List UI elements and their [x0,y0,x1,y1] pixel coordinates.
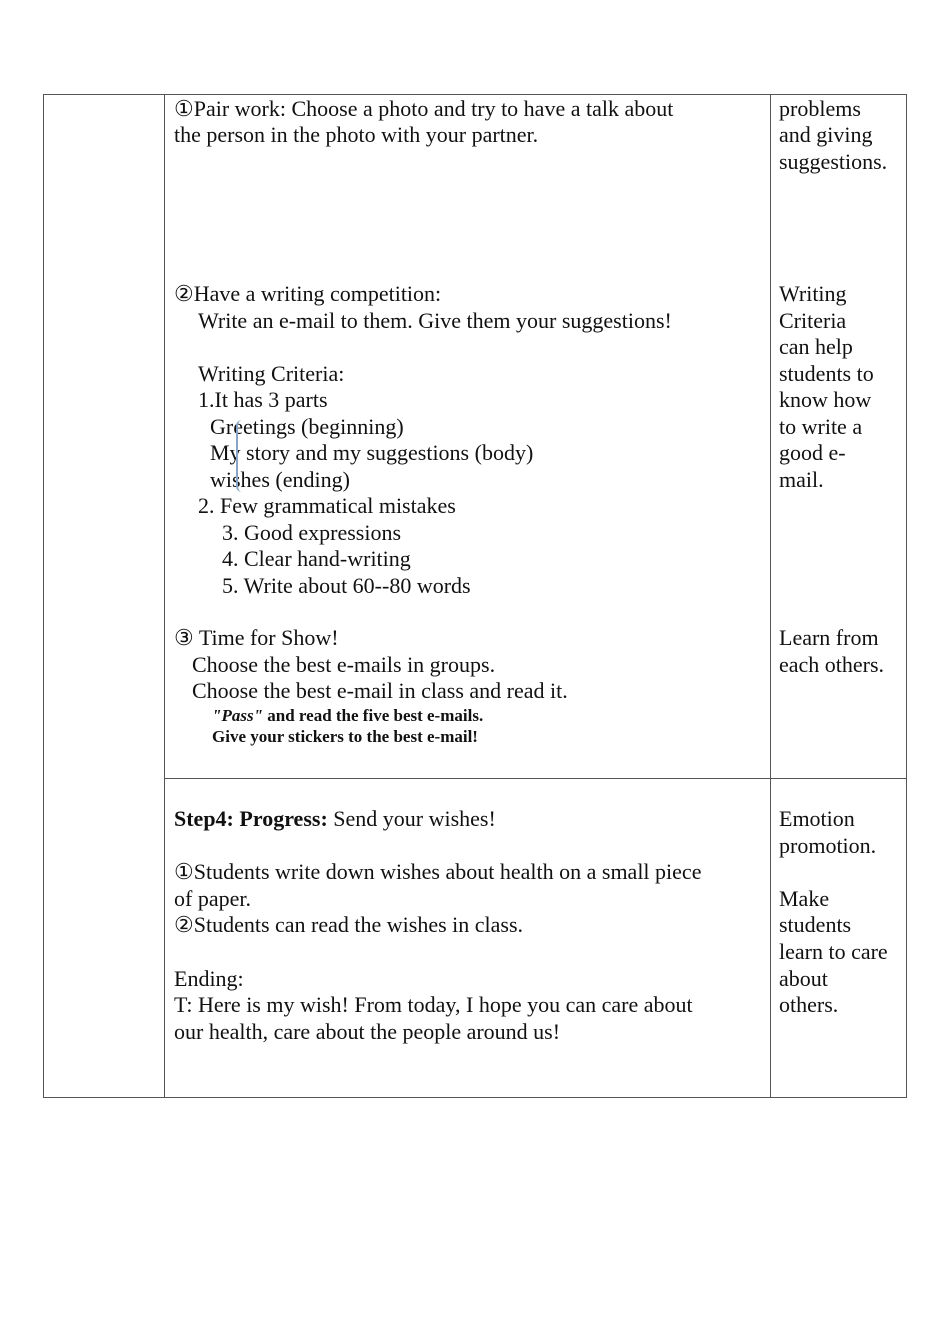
purpose-5-line-2: students [779,912,852,937]
purpose-2-line-2: Criteria [779,308,847,333]
criteria-item-1c: wishes (ending) [210,467,350,492]
competition-line: Write an e-mail to them. Give them your suggestions! [198,308,672,333]
criteria-item-1b: My story and my suggestions (body) [210,440,534,465]
purpose-2-line-7: good e- [779,440,846,465]
criteria-item-4: 4. Clear hand-writing [222,546,411,571]
step4-heading [174,806,496,833]
show-line-1: Choose the best e-mails in groups. [192,652,496,677]
purpose-3-line-2: each others. [779,652,885,677]
pair-work-line: ①Pair work: Choose a photo and try to have a talk about [174,96,674,121]
purpose-1-line-1: problems [779,96,861,121]
step4-label: Step4: Progress: [174,806,328,831]
table-border-left [43,94,44,1098]
purpose-2-line-3: can help [779,334,853,359]
purpose-2-line-4: students to [779,361,874,386]
purpose-2-line-8: mail. [779,467,824,492]
pass-word: "Pass" [212,706,263,725]
purpose-4-line-2: promotion. [779,833,877,858]
purpose-2-line-5: know how [779,387,872,412]
purpose-1-line-3: suggestions. [779,149,888,174]
purpose-2-line-6: to write a [779,414,863,439]
column-divider-2 [770,94,771,1098]
purpose-5-line-3: learn to care [779,939,888,964]
criteria-item-2: 2. Few grammatical mistakes [198,493,456,518]
criteria-title: Writing Criteria: [198,361,345,386]
table-border-top [43,94,907,95]
show-line-2: Choose the best e-mail in class and read it. [192,678,568,703]
teacher-line-1: T: Here is my wish! From today, I hope you can care about [174,992,693,1017]
teacher-line-2: our health, care about the people around us! [174,1019,561,1044]
column-divider-1 [164,94,165,1098]
purpose-3-line-1: Learn from [779,625,879,650]
table-border-bottom [43,1097,907,1098]
step4-item-1: ①Students write down wishes about health on a small piece [174,859,702,884]
show-title: ③ Time for Show! [174,625,339,650]
purpose-1-line-2: and giving [779,122,873,147]
competition-title: ②Have a writing competition: [174,281,442,306]
criteria-item-1a: Greetings (beginning) [210,414,404,439]
pass-rest: and read the five best e-mails. [263,706,484,725]
row-divider [164,778,907,779]
brace-mark [236,420,246,492]
step4-item-2: ②Students can read the wishes in class. [174,912,524,937]
purpose-5-line-1: Make [779,886,830,911]
table-border-right [906,94,907,1098]
ending-label: Ending: [174,966,244,991]
purpose-5-line-4: about [779,966,828,991]
step4-item-1b: of paper. [174,886,251,911]
purpose-2-line-1: Writing [779,281,847,306]
step4-text: Send your wishes! [327,806,496,831]
criteria-item-1: 1.It has 3 parts [198,387,328,412]
criteria-item-5: 5. Write about 60--80 words [222,573,471,598]
criteria-item-3: 3. Good expressions [222,520,402,545]
purpose-5-line-5: others. [779,992,839,1017]
pass-line [212,705,483,726]
pair-work-line-2: the person in the photo with your partner. [174,122,539,147]
purpose-4-line-1: Emotion [779,806,855,831]
stickers-line: Give your stickers to the best e-mail! [212,727,478,746]
